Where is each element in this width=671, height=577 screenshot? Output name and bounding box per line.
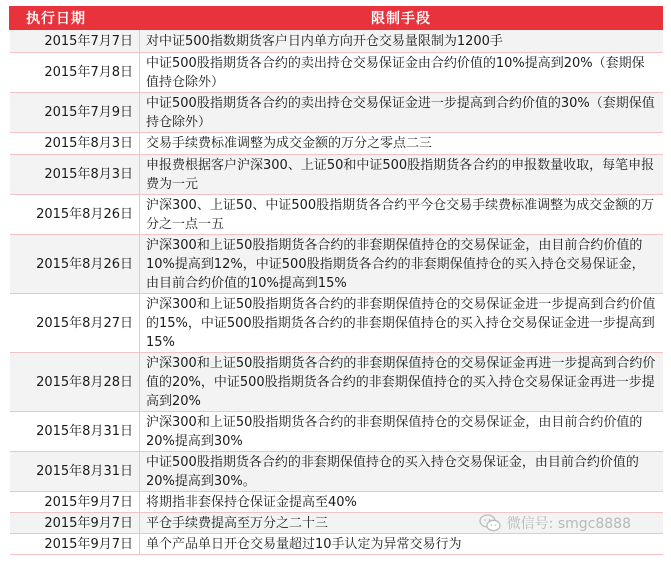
row-measure: 沪深300和上证50股指期货各合约的非套期保值持仓的交易保证金，由目前合约价值的20%提高到30% bbox=[140, 412, 663, 452]
row-date: 2015年7月8日 bbox=[10, 53, 140, 93]
row-date: 2015年9月7日 bbox=[10, 513, 140, 534]
table-row bbox=[10, 353, 663, 412]
row-measure: 交易手续费标准调整为成交金额的万分之零点二三 bbox=[140, 133, 663, 155]
header-measure: 限制手段 bbox=[140, 7, 663, 30]
row-date: 2015年8月31日 bbox=[10, 452, 140, 492]
row-date: 2015年7月7日 bbox=[10, 30, 140, 53]
row-date: 2015年8月27日 bbox=[10, 294, 140, 353]
row-measure: 沪深300和上证50股指期货各合约的非套期保值持仓的交易保证金，由目前合约价值的10%提高到12%，中证500股指期货各合约的非套期保值持仓的买入持仓交易保证金，由目前合约价值的10%提高到15% bbox=[140, 235, 663, 294]
row-date: 2015年8月28日 bbox=[10, 353, 140, 412]
row-measure: 沪深300和上证50股指期货各合约的非套期保值持仓的交易保证金进一步提高到合约价值的15%，中证500股指期货各合约的非套期保值持仓的买入持仓交易保证金进一步提高到15% bbox=[140, 294, 663, 353]
table-row bbox=[10, 534, 663, 555]
table-row bbox=[10, 195, 663, 235]
row-date: 2015年8月26日 bbox=[10, 235, 140, 294]
wechat-icon bbox=[479, 514, 501, 532]
row-measure: 中证500股指期货各合约的非套期保值持仓的买入持仓交易保证金，由目前合约价值的20%提高到30%。 bbox=[140, 452, 663, 492]
watermark bbox=[479, 513, 631, 533]
row-date: 2015年9月7日 bbox=[10, 492, 140, 513]
row-measure: 平仓手续费提高至万分之二十三 bbox=[140, 513, 663, 534]
row-date: 2015年7月9日 bbox=[10, 93, 140, 133]
row-date: 2015年9月7日 bbox=[10, 534, 140, 555]
row-measure: 中证500股指期货各合约的卖出持仓交易保证金进一步提高到合约价值的30%（套期保值持仓除外） bbox=[140, 93, 663, 133]
watermark-text: 微信号: smgc8888 bbox=[506, 516, 631, 532]
row-measure: 申报费根据客户沪深300、上证50和中证500股指期货各合约的申报数量收取，每笔申报费为一元 bbox=[140, 155, 663, 195]
row-date: 2015年8月3日 bbox=[10, 155, 140, 195]
table-row bbox=[10, 235, 663, 294]
header-date: 执行日期 bbox=[10, 7, 140, 30]
futures-restriction-table bbox=[9, 6, 663, 555]
row-measure: 沪深300和上证50股指期货各合约的非套期保值持仓的交易保证金再进一步提高到合约价值的20%，中证500股指期货各合约的非套期保值持仓的买入持仓交易保证金再进一步提高到20% bbox=[140, 353, 663, 412]
row-date: 2015年8月3日 bbox=[10, 133, 140, 155]
table-row bbox=[10, 492, 663, 513]
row-measure: 对中证500指数期货客户日内单方向开仓交易量限制为1200手 bbox=[140, 30, 663, 53]
row-measure: 沪深300、上证50、中证500股指期货各合约平今仓交易手续费标准调整为成交金额的万分之一点一五 bbox=[140, 195, 663, 235]
table-row bbox=[10, 452, 663, 492]
table-header-row bbox=[10, 7, 663, 30]
table-row bbox=[10, 412, 663, 452]
row-measure: 中证500股指期货各合约的卖出持仓交易保证金由合约价值的10%提高到20%（套期保值持仓除外） bbox=[140, 53, 663, 93]
table-row bbox=[10, 93, 663, 133]
row-date: 2015年8月26日 bbox=[10, 195, 140, 235]
table-row bbox=[10, 133, 663, 155]
row-measure: 单个产品单日开仓交易量超过10手认定为异常交易行为 bbox=[140, 534, 663, 555]
table-row bbox=[10, 294, 663, 353]
table-row bbox=[10, 30, 663, 53]
row-measure: 将期指非套保持仓保证金提高至40% bbox=[140, 492, 663, 513]
table-row bbox=[10, 155, 663, 195]
row-date: 2015年8月31日 bbox=[10, 412, 140, 452]
table-row bbox=[10, 53, 663, 93]
